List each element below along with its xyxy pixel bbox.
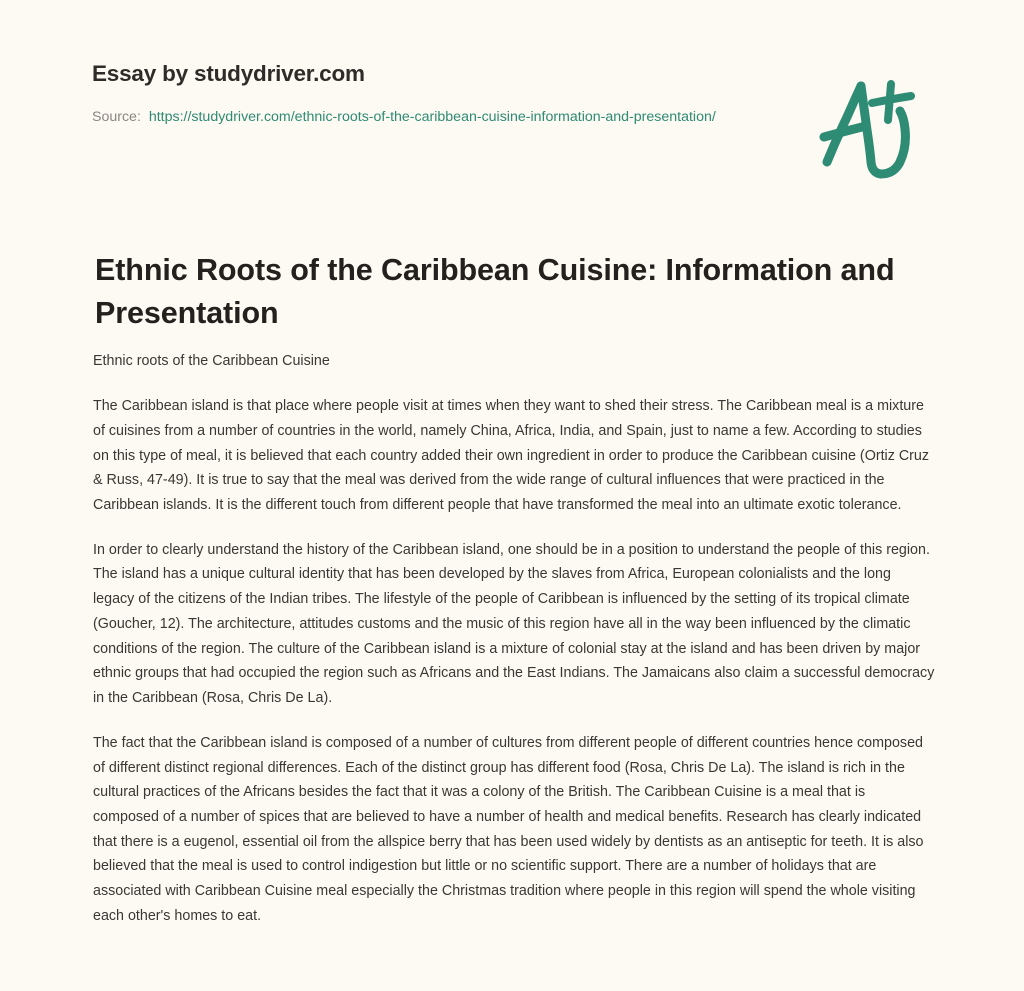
a-plus-logo-svg <box>814 74 924 179</box>
essay-subheading: Ethnic roots of the Caribbean Cuisine <box>93 353 330 369</box>
essay-paragraph: The Caribbean island is that place where people visit at times when they want to shed their stress. The Caribbean meal is a mixture of cuisines from a number of countries in the world, namely China, Africa, India, and Spain, just to name a few. According to studies on this type of meal, it is believed that each country added their own ingredient in order to produce the Caribbean cuisine (Ortiz Cruz & Russ, 47-49). It is true to say that the meal was derived from the wide range of cultural influences that were practiced in the Caribbean islands. It is the different touch from different people that have transformed the meal into an ultimate exotic tolerance. <box>93 398 930 514</box>
source-line <box>92 106 716 129</box>
essay-paragraph: In order to clearly understand the history of the Caribbean island, one should be in a position to understand the people of this region. The island has a unique cultural identity that has been developed by the slaves from Africa, European colonialists and the long legacy of the citizens of the Indian tribes. The lifestyle of the people of Caribbean is influenced by the setting of its tropical climate (Goucher, 12). The architecture, attitudes customs and the music of this region have all in the way been influenced by the climatic conditions of the region. The culture of the Caribbean island is a mixture of colonial stay at the island and has been driven by major ethnic groups that had occupied the region such as Africans and the East Indians. The Jamaicans also claim a successful democracy in the Caribbean (Rosa, Chris De La). <box>93 541 935 707</box>
essay-byline: Essay by studydriver.com <box>92 61 365 86</box>
studydriver-a-plus-logo-icon <box>814 74 924 179</box>
header-text-block <box>92 60 716 129</box>
source-label: Source: <box>92 109 141 126</box>
essay-paragraph: The fact that the Caribbean island is composed of a number of cultures from different people of different countries hence composed of different distinct regional differences. Each of the distinct group has different food (Rosa, Chris De La). The island is rich in the cultural practices of the Africans besides the fact that it was a colony of the British. The Caribbean Cuisine is a meal that is composed of a number of spices that are believed to have a number of health and medical benefits. Research has clearly indicated that there is a eugenol, essential oil from the allspice berry that has been used widely by dentists as an antiseptic for teeth. It is also believed that the meal is used to control indigestion but little or no scientific support. There are a number of holidays that are associated with Caribbean Cuisine meal especially the Christmas tradition where people in this region will spend the whole visiting each other's homes to eat. <box>93 734 924 924</box>
page-header <box>92 60 964 179</box>
page-title: Ethnic Roots of the Caribbean Cuisine: Information and Presentation <box>95 253 895 331</box>
essay-body <box>93 350 935 929</box>
source-url-link[interactable]: https://studydriver.com/ethnic-roots-of-the-caribbean-cuisine-information-and-presentation/ <box>148 109 716 126</box>
